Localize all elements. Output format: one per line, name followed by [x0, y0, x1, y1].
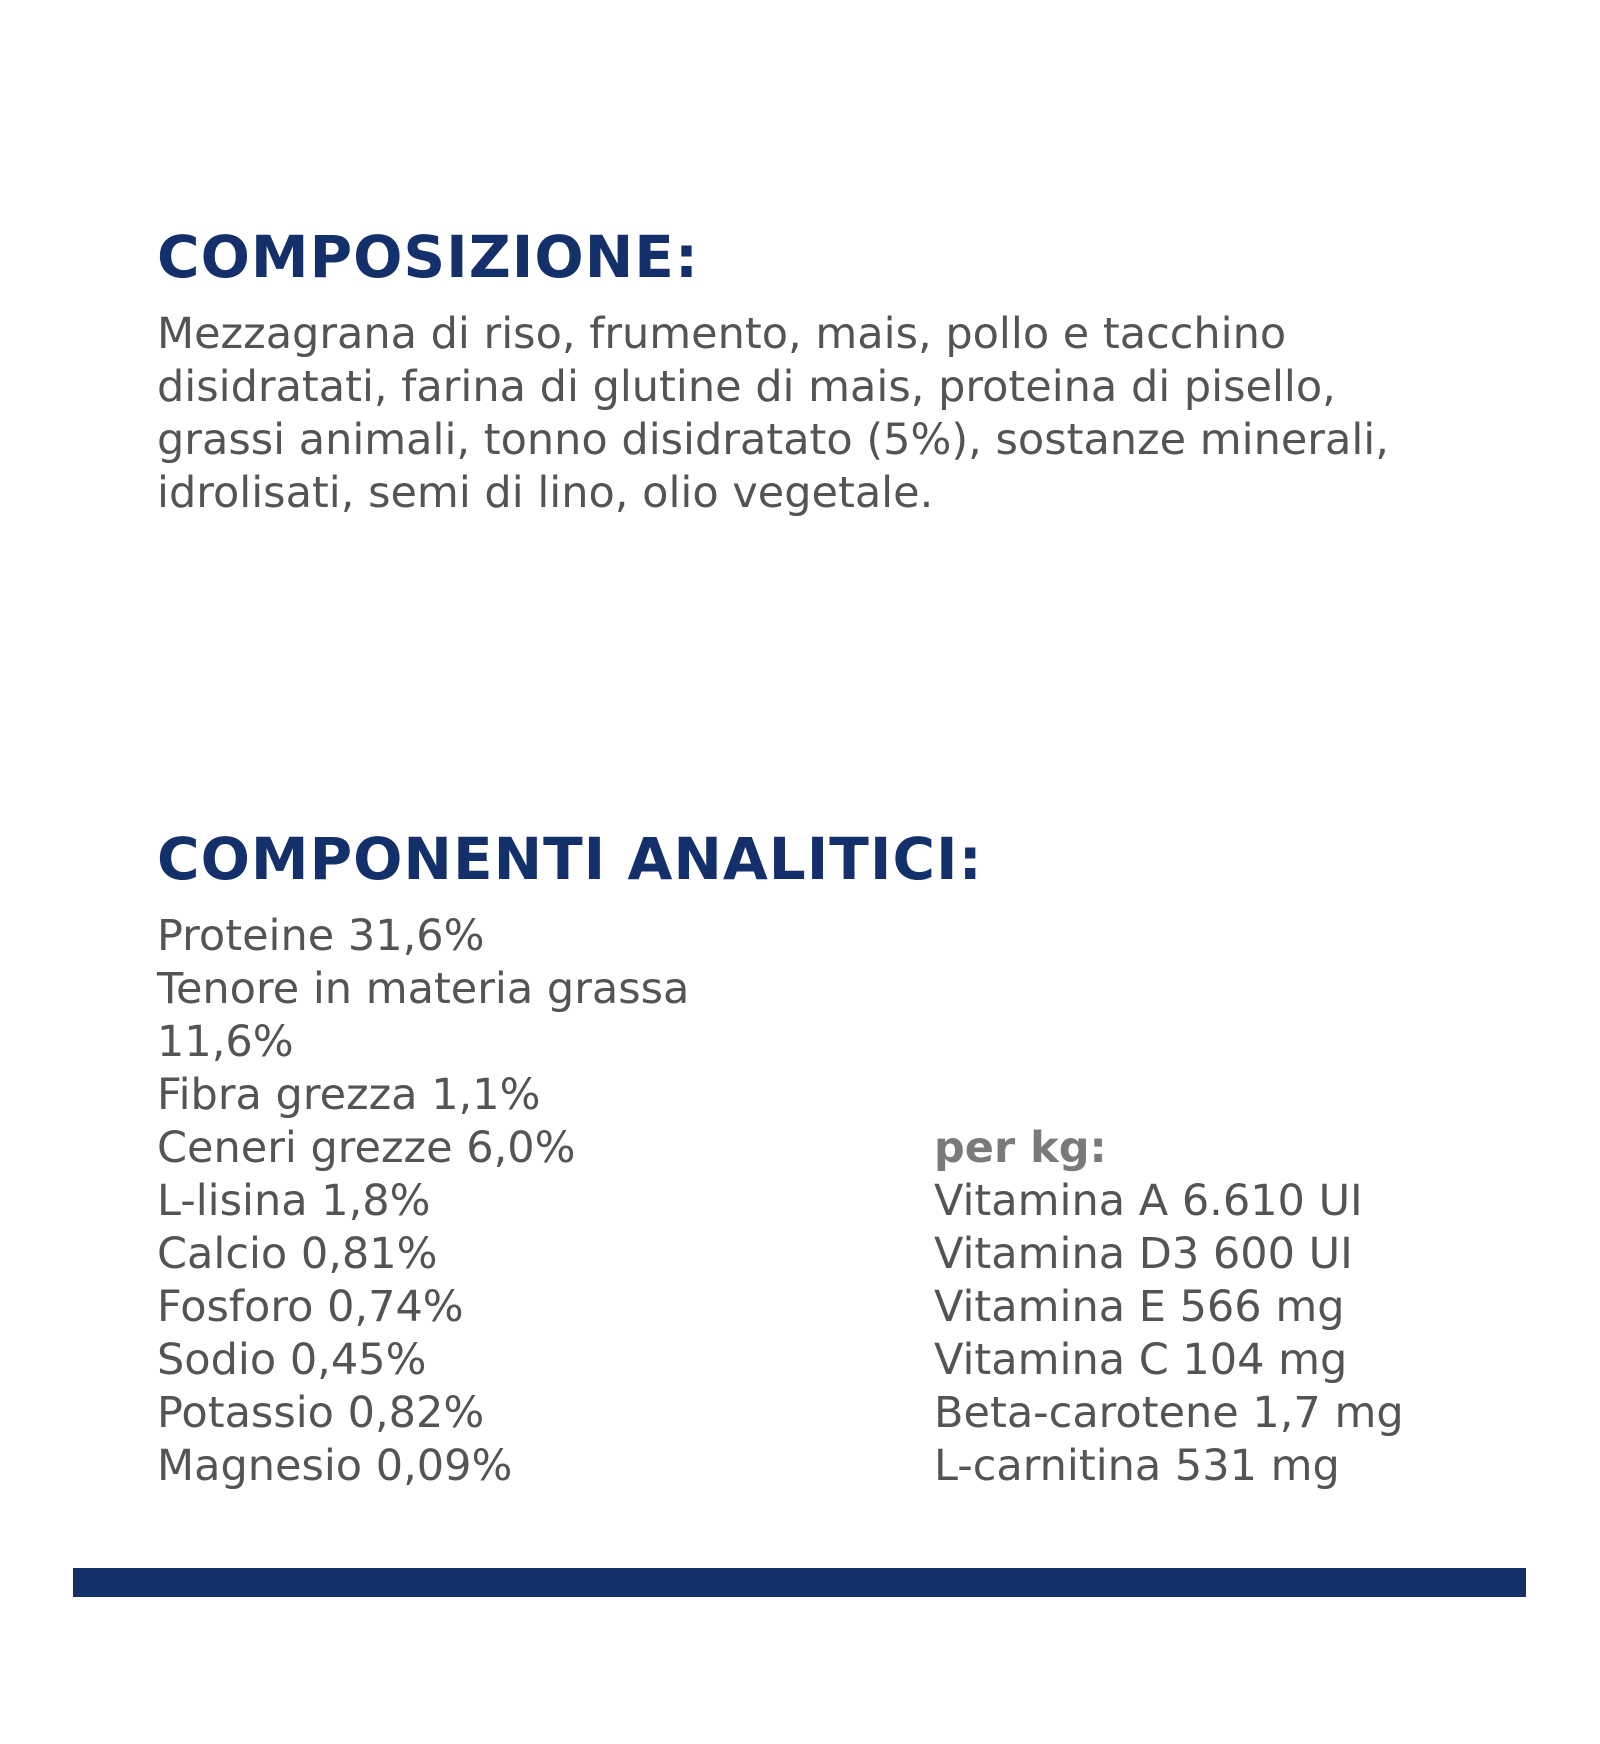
analytic-item-calcium: Calcio 0,81%	[157, 1229, 438, 1279]
analytic-item-magnesium: Magnesio 0,09%	[157, 1441, 513, 1491]
analytic-item-fiber: Fibra grezza 1,1%	[157, 1070, 541, 1120]
analytic-item-phosphorus: Fosforo 0,74%	[157, 1282, 464, 1332]
per-kg-block	[934, 1122, 1534, 1493]
analytic-components-heading: COMPONENTI ANALITICI:	[157, 825, 983, 893]
per-kg-item-vitamin-e: Vitamina E 566 mg	[934, 1282, 1345, 1332]
analytic-item-ash: Ceneri grezze 6,0%	[157, 1123, 576, 1173]
per-kg-label: per kg:	[934, 1123, 1107, 1173]
per-kg-item-vitamin-d3: Vitamina D3 600 UI	[934, 1229, 1353, 1279]
per-kg-item-beta-carotene: Beta-carotene 1,7 mg	[934, 1388, 1404, 1438]
analytic-item-sodium: Sodio 0,45%	[157, 1335, 427, 1385]
analytic-item-lysine: L-lisina 1,8%	[157, 1176, 431, 1226]
per-kg-item-vitamin-a: Vitamina A 6.610 UI	[934, 1176, 1363, 1226]
composition-text: Mezzagrana di riso, frumento, mais, pollo e tacchino disidratati, farina di glutine di mais, proteina di pisello, grassi animali, tonno disidratato (5%), sostanze minerali, idrolisati, semi di lino, olio vegetale.	[157, 309, 1389, 518]
per-kg-list	[934, 1175, 1534, 1493]
analytic-item-potassium: Potassio 0,82%	[157, 1388, 485, 1438]
analytic-item-fat: Tenore in materia grassa 11,6%	[157, 964, 690, 1067]
footer-divider-bar	[73, 1568, 1526, 1597]
analytic-item-protein: Proteine 31,6%	[157, 911, 485, 961]
analytic-components-list	[157, 910, 717, 1493]
composition-heading: COMPOSIZIONE:	[157, 223, 700, 291]
per-kg-item-l-carnitine: L-carnitina 531 mg	[934, 1441, 1340, 1491]
per-kg-item-vitamin-c: Vitamina C 104 mg	[934, 1335, 1348, 1385]
